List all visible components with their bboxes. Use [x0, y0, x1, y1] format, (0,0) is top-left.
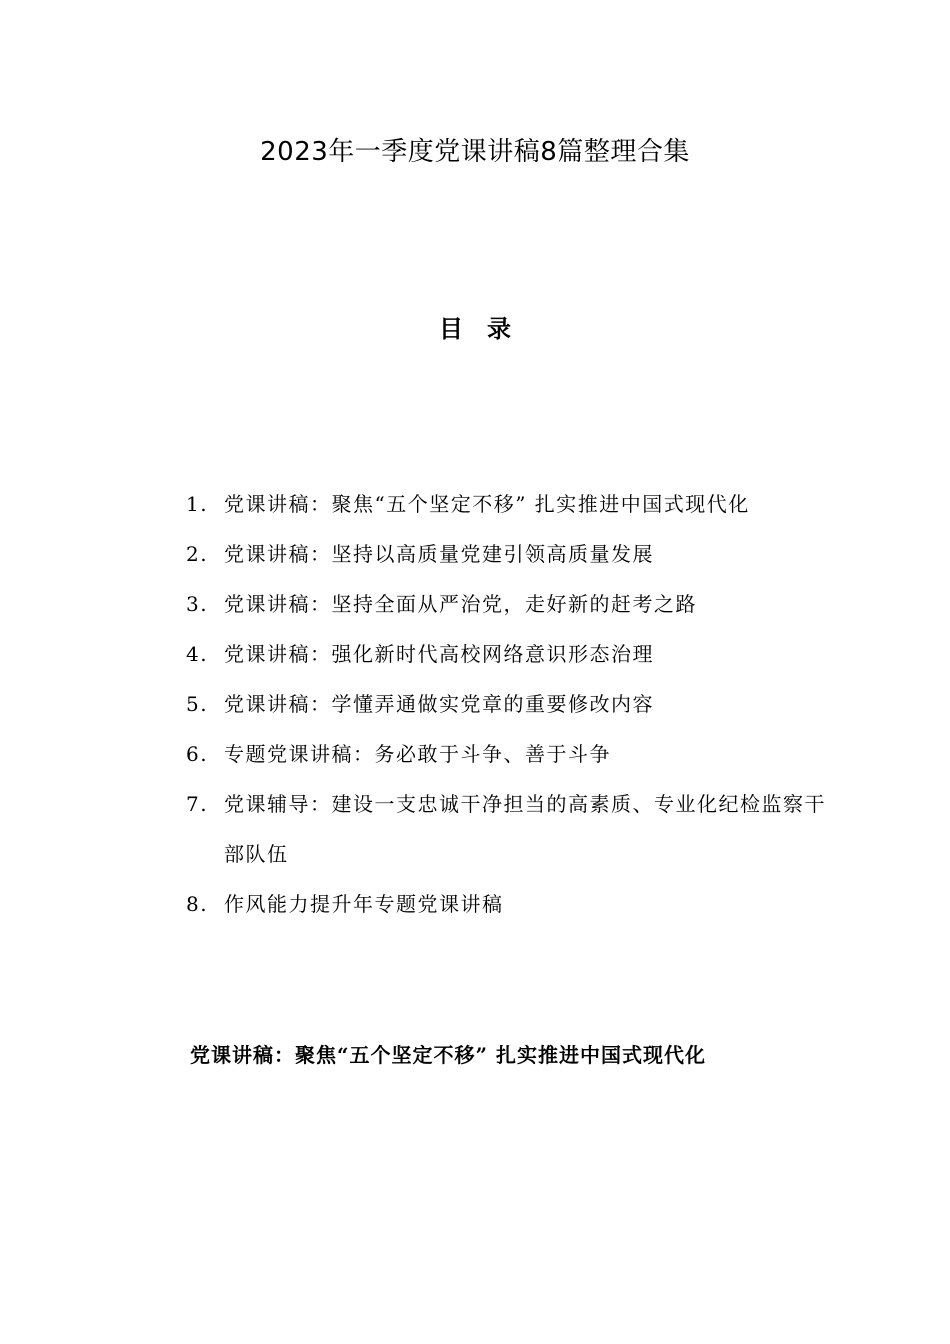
toc-item-text: 作风能力提升年专题党课讲稿	[224, 892, 504, 916]
toc-item-text: 党课辅导：建设一支忠诚干净担当的高素质、专业化纪检监察干部队伍	[224, 792, 826, 866]
toc-item-text: 党课讲稿：坚持以高质量党建引领高质量发展	[224, 542, 654, 566]
toc-item-7[interactable]	[186, 779, 826, 879]
toc-item-1[interactable]	[186, 479, 826, 529]
toc-item-number: 4.	[186, 642, 209, 666]
toc-item-3[interactable]	[186, 579, 826, 629]
toc-item-number: 7.	[186, 792, 209, 816]
document-title: 2023年一季度党课讲稿8篇整理合集	[260, 137, 690, 167]
toc-item-number: 3.	[186, 592, 209, 616]
toc-item-6[interactable]	[186, 729, 826, 779]
toc-item-number: 5.	[186, 692, 209, 716]
toc-item-8[interactable]	[186, 879, 826, 929]
toc-item-number: 6.	[186, 742, 209, 766]
toc-item-2[interactable]	[186, 529, 826, 579]
section-heading: 党课讲稿：聚焦“五个坚定不移” 扎实推进中国式现代化	[190, 1043, 706, 1067]
toc-item-text: 党课讲稿：强化新时代高校网络意识形态治理	[224, 642, 654, 666]
toc-item-number: 2.	[186, 542, 209, 566]
toc-item-text: 党课讲稿：聚焦“五个坚定不移” 扎实推进中国式现代化	[224, 492, 750, 516]
toc-item-text: 党课讲稿：学懂弄通做实党章的重要修改内容	[224, 692, 654, 716]
toc-item-text: 党课讲稿：坚持全面从严治党，走好新的赶考之路	[224, 592, 697, 616]
toc-item-number: 1.	[186, 492, 209, 516]
toc-heading: 目录	[439, 314, 535, 343]
toc-item-5[interactable]	[186, 679, 826, 729]
toc-item-4[interactable]	[186, 629, 826, 679]
toc-item-text: 专题党课讲稿：务必敢于斗争、善于斗争	[224, 742, 611, 766]
toc-item-number: 8.	[186, 892, 209, 916]
table-of-contents	[186, 479, 826, 929]
